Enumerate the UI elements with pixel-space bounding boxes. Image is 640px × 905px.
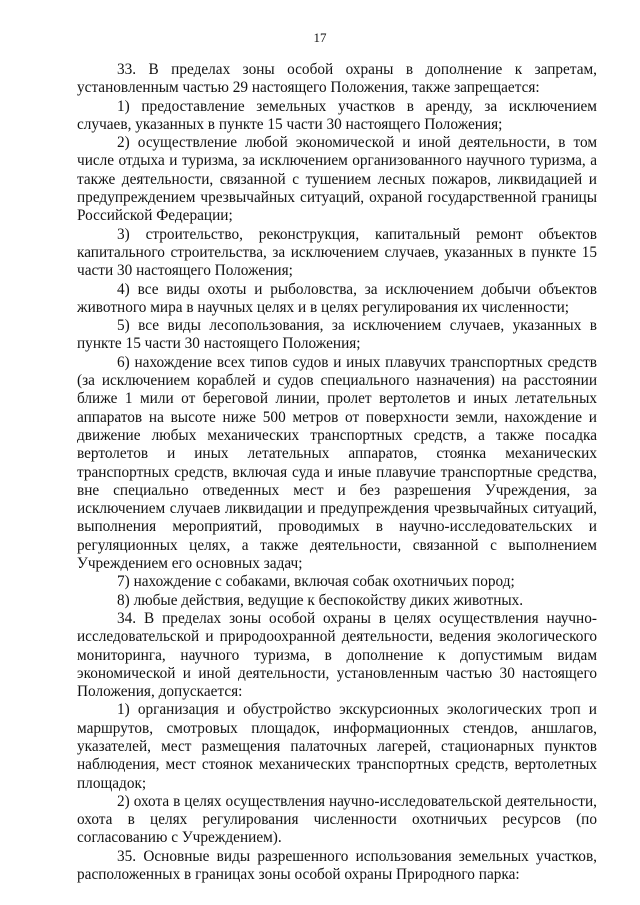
- paragraph-34: 34. В пределах зоны особой охраны в целях осуществления научно-исследовательской и природоохранной деятельности, ведения экологического мониторинга, научного туризма, в дополнение к допустимым видам экономической и иной деятельности, установленным частью 30 настоящего Положения, допускается:: [77, 609, 597, 701]
- paragraph-33-item-4: 4) все виды охоты и рыболовства, за исключением добычи объектов животного мира в научных целях и в целях регулирования их численности;: [77, 280, 597, 316]
- paragraph-33-item-1: 1) предоставление земельных участков в аренду, за исключением случаев, указанных в пункте 15 части 30 настоящего Положения;: [77, 97, 597, 133]
- page-number: 17: [313, 30, 327, 45]
- paragraph-34-item-2: 2) охота в целях осуществления научно-исследовательской деятельности, охота в целях регулирования численности охотничьих ресурсов (по согласованию с Учреждением).: [77, 792, 597, 847]
- paragraph-33-item-7: 7) нахождение с собаками, включая собак охотничьих пород;: [117, 573, 515, 591]
- paragraph-34-item-1: 1) организация и обустройство экскурсионных экологических троп и маршрутов, смотровых площадок, информационных стендов, аншлагов, указателей, мест размещения палаточных лагерей, стационарных пунктов наблюдения, мест стоянок механических транспортных средств, вертолетных площадок;: [77, 701, 597, 792]
- paragraph-33-item-5: 5) все виды лесопользования, за исключением случаев, указанных в пункте 15 части 30 настоящего Положения;: [77, 317, 597, 353]
- paragraph-35: 35. Основные виды разрешенного использования земельных участков, расположенных в границах зоны особой охраны Природного парка:: [77, 847, 597, 884]
- paragraph-33-item-6: 6) нахождение всех типов судов и иных плавучих транспортных средств (за исключением кораблей и судов специального назначения) на расстоянии ближе 1 мили от береговой линии, пролет вертолетов и иных летательных аппаратов на высоте ниже 500 метров от поверхности земли, нахождение и движение любых механических транспортных средств, а также посадка вертолетов и иных летательных аппаратов, стоянка механических транспортных средств, включая суда и иные плавучие транспортные средства, вне специально отведенных мест и без разрешения Учреждения, за исключением случаев ликвидации и предупреждения чрезвычайных ситуаций, выполнения мероприятий, проводимых в научно-исследовательских и регуляционных целях, а также деятельности, связанной с выполнением Учреждением его основных задач;: [77, 353, 597, 573]
- paragraph-33: 33. В пределах зоны особой охраны в дополнение к запретам, установленным частью 29 настоящего Положения, также запрещается:: [77, 61, 597, 97]
- paragraph-33-item-3: 3) строительство, реконструкция, капитальный ремонт объектов капитального строительства, за исключением случаев, указанных в пункте 15 части 30 настоящего Положения;: [77, 225, 597, 280]
- paragraph-33-item-2: 2) осуществление любой экономической и иной деятельности, в том числе отдыха и туризма, за исключением организованного научного туризма, а также деятельности, связанной с тушением лесных пожаров, ликвидацией и предупреждением чрезвычайных ситуаций, охраной государственной границы Российской Федерации;: [77, 134, 597, 225]
- body-text: [77, 61, 597, 884]
- paragraph-33-item-8: 8) любые действия, ведущие к беспокойству диких животных.: [117, 591, 524, 609]
